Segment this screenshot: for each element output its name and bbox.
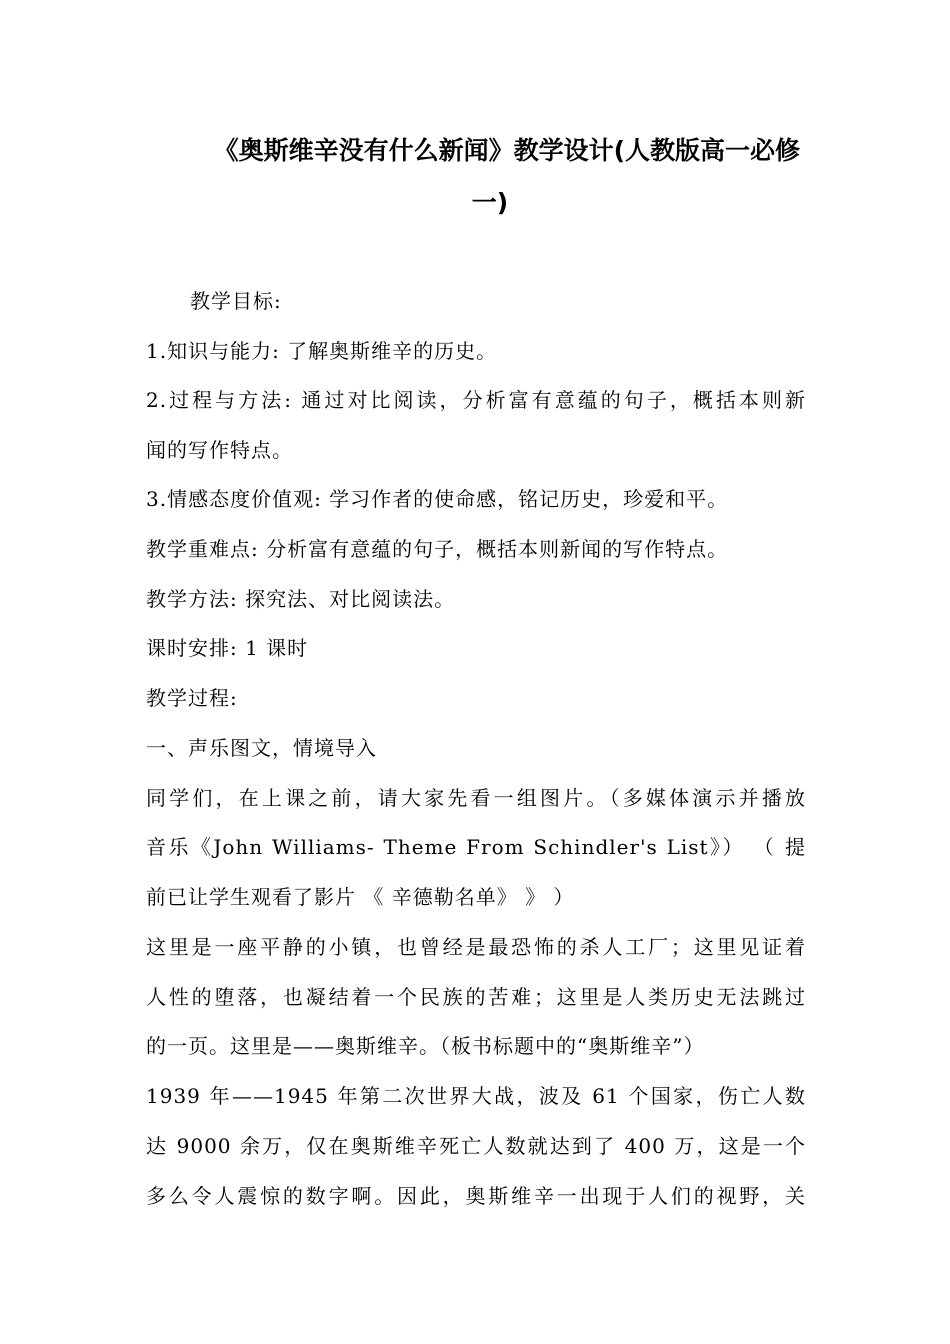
document-title: 《奥斯维辛没有什么新闻》教学设计(人教版高一必修 <box>213 136 800 165</box>
paragraph-line: 2.过程与方法: 通过对比阅读，分析富有意蕴的句子，概括本则新 <box>146 388 806 412</box>
paragraph-line: 1939 年——1945 年第二次世界大战，波及 61 个国家，伤亡人数 <box>146 1084 806 1108</box>
paragraph-line: 的一页。这里是——奥斯维辛。（板书标题中的“奥斯维辛”） <box>146 1034 705 1058</box>
paragraph-line: 前已让学生观看了影片 《 辛德勒名单》 》 ） <box>146 885 575 909</box>
paragraph-line: 达 9000 余万，仅在奥斯维辛死亡人数就达到了 400 万，这是一个 <box>146 1134 806 1158</box>
paragraph-line: 课时安排: 1 课时 <box>146 636 309 660</box>
paragraph-line: 教学方法: 探究法、对比阅读法。 <box>146 587 456 611</box>
paragraph-line: 3.情感态度价值观: 学习作者的使命感，铭记历史，珍爱和平。 <box>146 487 729 511</box>
paragraph-line: 教学重难点: 分析富有意蕴的句子，概括本则新闻的写作特点。 <box>146 537 729 561</box>
paragraph-line: 人性的堕落，也凝结着一个民族的苦难；这里是人类历史无法跳过 <box>146 985 806 1009</box>
paragraph-line: 这里是一座平静的小镇，也曾经是最恐怖的杀人工厂；这里见证着 <box>146 935 806 959</box>
paragraph-line: 1.知识与能力: 了解奥斯维辛的历史。 <box>146 339 498 363</box>
paragraph-line: 音乐《John Williams- Theme From Schindler's List》） （ 提 <box>146 835 806 859</box>
paragraph-line: 多么令人震惊的数字啊。因此，奥斯维辛一出现于人们的视野，关 <box>146 1184 806 1208</box>
document-title-continuation: 一) <box>471 188 509 217</box>
paragraph-line: 同学们，在上课之前，请大家先看一组图片。（多媒体演示并播放 <box>146 786 806 810</box>
section-heading-process: 教学过程: <box>146 686 238 710</box>
section-heading-intro: 一、声乐图文，情境导入 <box>146 736 377 760</box>
paragraph-line: 闻的写作特点。 <box>146 438 293 462</box>
section-heading-objectives: 教学目标: <box>190 289 282 313</box>
